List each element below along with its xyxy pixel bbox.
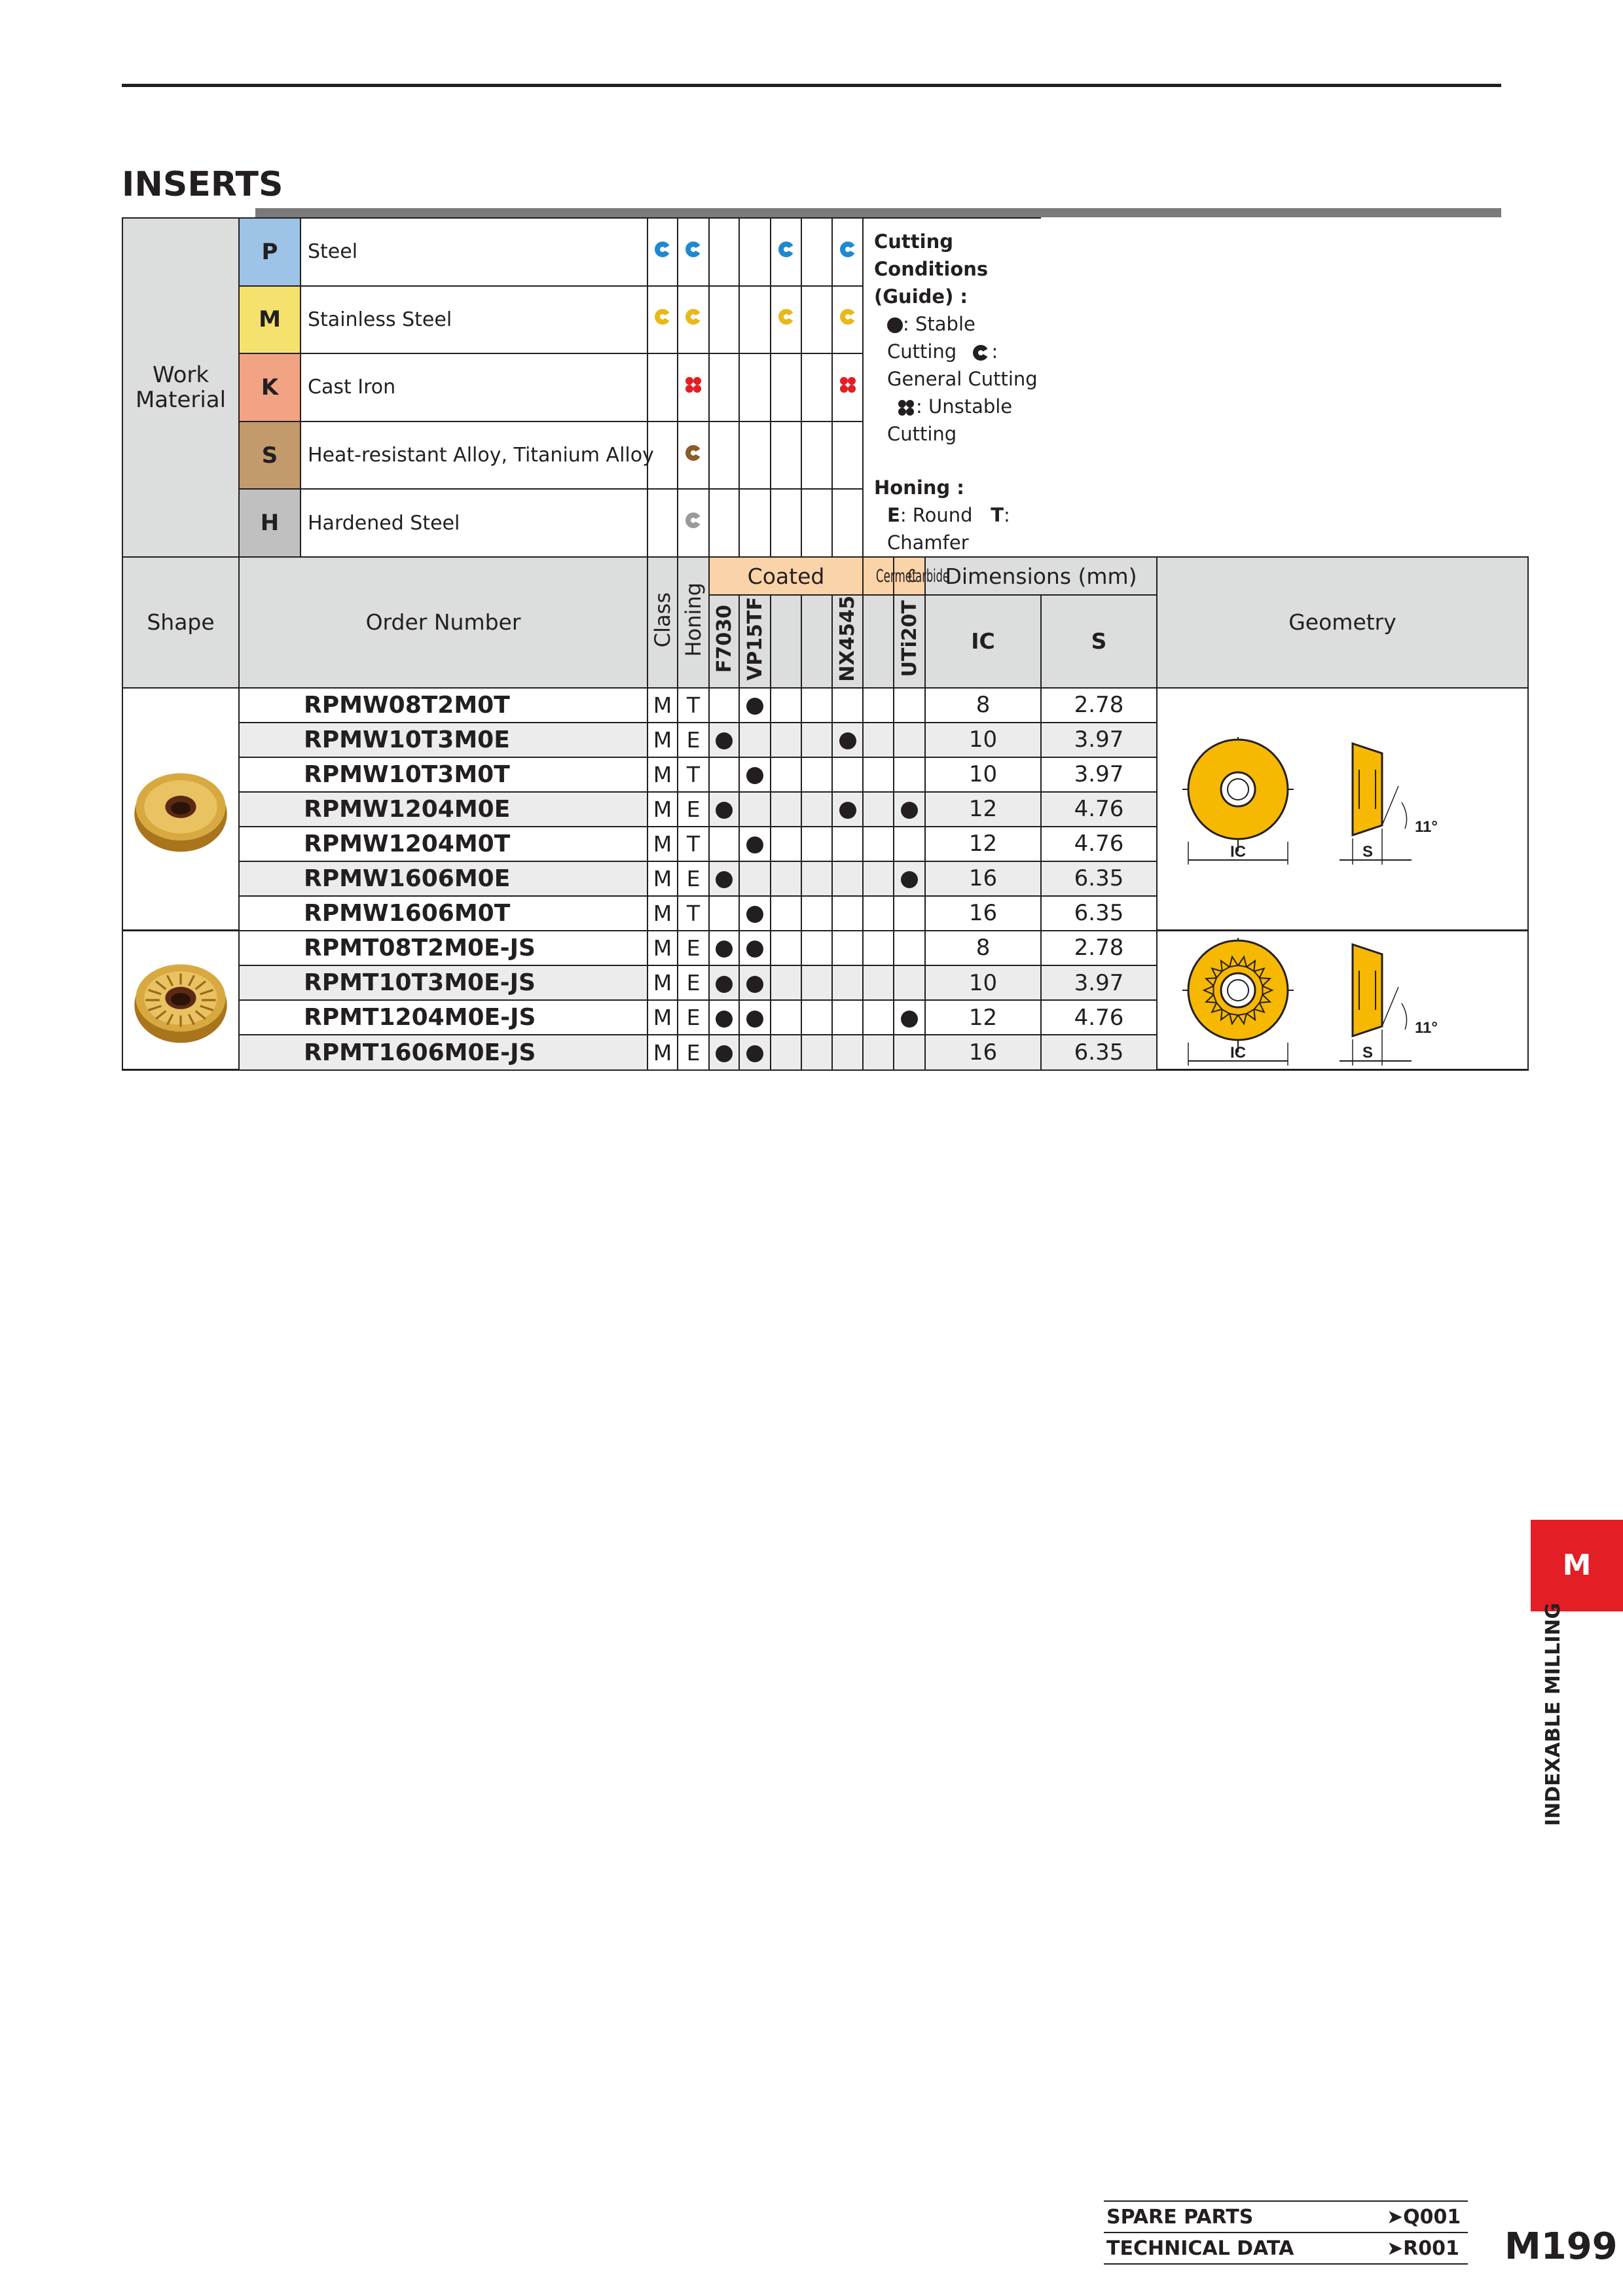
stock-mark [801, 896, 832, 931]
stock-mark [894, 965, 925, 1000]
honing-e-letter: E [887, 504, 900, 526]
geometry-drawing [1157, 688, 1528, 931]
stock-dot-icon [716, 732, 733, 749]
svg-text:S: S [1362, 842, 1373, 861]
stock-mark [739, 688, 771, 723]
stock-mark [709, 827, 739, 861]
ic-value: 12 [925, 827, 1041, 861]
header-shape: Shape [122, 557, 239, 688]
stock-dot-icon [901, 1011, 918, 1028]
grade-icon-cell [801, 353, 832, 422]
stock-mark [709, 757, 739, 792]
grade-icon-cell [801, 286, 832, 354]
ic-value: 12 [925, 792, 1041, 827]
stock-mark [801, 861, 832, 896]
stock-dot-icon [716, 976, 733, 993]
s-value: 3.97 [1041, 723, 1157, 757]
stock-mark [894, 723, 925, 757]
svg-text:11°: 11° [1414, 817, 1438, 836]
s-value: 6.35 [1041, 861, 1157, 896]
stock-mark [771, 723, 801, 757]
stock-mark [709, 723, 739, 757]
order-number: RPMW10T3M0E [239, 723, 647, 757]
stock-mark [863, 688, 894, 723]
stock-mark [894, 861, 925, 896]
stock-mark [894, 827, 925, 861]
general-cutting-icon [972, 344, 991, 362]
material-letter-h: H [239, 489, 301, 557]
conditions-legend [863, 218, 1041, 557]
stock-mark [771, 896, 801, 931]
section-tab-m[interactable]: M [1531, 1520, 1623, 1611]
stock-dot-icon [839, 732, 856, 749]
stock-mark [863, 1035, 894, 1069]
stock-mark [709, 1000, 739, 1035]
stock-mark [739, 792, 771, 827]
stock-dot-icon [716, 1045, 733, 1062]
material-name-stainless: Stainless Steel [301, 286, 647, 354]
insert-photo [122, 931, 239, 1070]
footer-link-spare-parts[interactable]: SPARE PARTS [1106, 2206, 1254, 2229]
stock-mark [894, 1035, 925, 1069]
general-brown-icon [678, 422, 709, 490]
grade-empty-3 [863, 595, 894, 688]
stock-mark [894, 792, 925, 827]
s-value: 3.97 [1041, 757, 1157, 792]
header-s: S [1041, 595, 1157, 688]
stock-mark [894, 1000, 925, 1035]
stock-mark [801, 723, 832, 757]
honing-cell: T [678, 827, 709, 861]
grade-icon-cell [739, 422, 771, 490]
header-honing: Honing [678, 557, 709, 688]
stock-mark [771, 827, 801, 861]
material-name-hardened: Hardened Steel [301, 489, 647, 557]
work-material-label: Work Material [122, 218, 239, 557]
stock-mark [739, 723, 771, 757]
arrow-icon: ➤ [1387, 2206, 1404, 2229]
stock-mark [832, 1035, 863, 1069]
svg-text:11°: 11° [1414, 1019, 1438, 1037]
header-geometry: Geometry [1157, 557, 1528, 688]
stock-mark [894, 688, 925, 723]
order-number: RPMT08T2M0E-JS [239, 931, 647, 965]
stock-mark [709, 896, 739, 931]
stock-mark [739, 896, 771, 931]
order-number: RPMT10T3M0E-JS [239, 965, 647, 1000]
stock-mark [801, 827, 832, 861]
grade-icon-cell [647, 353, 678, 422]
stock-mark [801, 757, 832, 792]
stock-mark [771, 861, 801, 896]
header-coated: Coated [709, 557, 863, 595]
geometry-drawing [1157, 931, 1528, 1070]
header-carbide: Carbide [894, 557, 925, 595]
stock-mark [801, 688, 832, 723]
honing-e-text: : Round [900, 504, 973, 526]
stock-mark [739, 757, 771, 792]
stock-mark [771, 965, 801, 1000]
footer-rule-1 [1104, 2200, 1468, 2202]
class-cell: M [647, 965, 678, 1000]
grade-icon-cell [709, 422, 739, 490]
class-cell: M [647, 896, 678, 931]
header-class: Class [647, 557, 678, 688]
stock-mark [894, 931, 925, 965]
stock-dot-icon [746, 1011, 763, 1028]
stock-dot-icon [746, 698, 763, 715]
class-cell: M [647, 861, 678, 896]
general-blue-icon [832, 218, 863, 286]
unstable-red-icon [832, 353, 863, 422]
stable-cutting-text: : Stable Cutting [887, 313, 976, 363]
stock-dot-icon [901, 871, 918, 888]
stock-mark [739, 827, 771, 861]
s-value: 6.35 [1041, 896, 1157, 931]
stock-mark [863, 757, 894, 792]
footer-ref-r001[interactable]: ➤R001 [1387, 2237, 1459, 2260]
order-number: RPMW1204M0E [239, 792, 647, 827]
insert-rows [122, 688, 1528, 1070]
stock-mark [709, 792, 739, 827]
grade-icon-cell [739, 489, 771, 557]
ic-value: 10 [925, 723, 1041, 757]
stock-dot-icon [746, 976, 763, 993]
section-tab-text: INDEXABLE MILLING [1542, 1602, 1565, 1826]
honing-cell: E [678, 1035, 709, 1069]
table-row [122, 931, 1528, 965]
stock-mark [771, 1000, 801, 1035]
honing-t-letter: T [991, 504, 1004, 526]
s-value: 3.97 [1041, 965, 1157, 1000]
stock-mark [739, 965, 771, 1000]
class-cell: M [647, 688, 678, 723]
honing-cell: E [678, 1000, 709, 1035]
stock-mark [739, 861, 771, 896]
ic-value: 12 [925, 1000, 1041, 1035]
general-yellow-icon [832, 286, 863, 354]
honing-t-text: : Chamfer [887, 504, 1010, 554]
stock-mark [709, 1035, 739, 1069]
honing-cell: E [678, 931, 709, 965]
stock-mark [771, 792, 801, 827]
order-number: RPMW1606M0E [239, 861, 647, 896]
class-cell: M [647, 757, 678, 792]
stock-mark [709, 861, 739, 896]
stock-mark [832, 931, 863, 965]
honing-cell: E [678, 965, 709, 1000]
stock-mark [863, 792, 894, 827]
grade-icon-cell [771, 489, 801, 557]
arrow-icon: ➤ [1387, 2237, 1404, 2260]
stock-mark [894, 896, 925, 931]
grade-icon-cell [709, 218, 739, 286]
grade-icon-cell [801, 422, 832, 490]
general-blue-icon [678, 218, 709, 286]
ic-value: 8 [925, 931, 1041, 965]
stock-dot-icon [716, 941, 733, 958]
grade-icon-cell [832, 489, 863, 557]
title-bar [255, 208, 1501, 217]
stock-mark [832, 723, 863, 757]
stock-mark [832, 896, 863, 931]
ic-value: 16 [925, 896, 1041, 931]
s-value: 4.76 [1041, 1000, 1157, 1035]
general-yellow-icon [647, 286, 678, 354]
footer-ref-q001[interactable]: ➤Q001 [1387, 2206, 1461, 2229]
class-cell: M [647, 1035, 678, 1069]
honing-cell: E [678, 792, 709, 827]
material-name-cast-iron: Cast Iron [301, 353, 647, 422]
stock-mark [771, 757, 801, 792]
grade-icon-cell [832, 422, 863, 490]
footer-link-technical-data[interactable]: TECHNICAL DATA [1106, 2237, 1294, 2260]
stock-mark [863, 1000, 894, 1035]
grade-icon-cell [801, 489, 832, 557]
cutting-conditions-title: Cutting Conditions (Guide) : [874, 230, 989, 308]
honing-cell: T [678, 688, 709, 723]
order-number: RPMW10T3M0T [239, 757, 647, 792]
stock-mark [739, 1000, 771, 1035]
stock-mark [709, 965, 739, 1000]
stock-dot-icon [901, 802, 918, 819]
table-row [122, 688, 1528, 723]
grade-icon-cell [647, 489, 678, 557]
stock-mark [863, 965, 894, 1000]
class-cell: M [647, 827, 678, 861]
stable-cutting-icon [887, 317, 903, 333]
stock-mark [863, 896, 894, 931]
material-name-heat-resistant: Heat-resistant Alloy, Titanium Alloy [301, 422, 647, 490]
s-value: 4.76 [1041, 792, 1157, 827]
stock-dot-icon [716, 1011, 733, 1028]
header-ic: IC [925, 595, 1041, 688]
section-title: INSERTS [122, 165, 283, 204]
s-value: 6.35 [1041, 1035, 1157, 1069]
stock-dot-icon [746, 906, 763, 923]
stock-mark [739, 1035, 771, 1069]
class-cell: M [647, 1000, 678, 1035]
unstable-cutting-text: : Unstable Cutting [887, 395, 1013, 445]
stock-dot-icon [839, 802, 856, 819]
material-name-steel: Steel [301, 218, 647, 286]
order-number: RPMW1204M0T [239, 827, 647, 861]
grade-vp15tf: VP15TF [739, 595, 771, 688]
grade-icon-cell [771, 353, 801, 422]
material-letter-p: P [239, 218, 301, 286]
grade-icon-cell [739, 218, 771, 286]
stock-dot-icon [746, 836, 763, 853]
general-blue-icon [647, 218, 678, 286]
honing-cell: E [678, 861, 709, 896]
ic-value: 16 [925, 1035, 1041, 1069]
ic-value: 10 [925, 757, 1041, 792]
stock-mark [771, 688, 801, 723]
stock-mark [863, 931, 894, 965]
stock-mark [709, 688, 739, 723]
stock-dot-icon [746, 767, 763, 784]
grade-empty-2 [801, 595, 832, 688]
grade-nx4545: NX4545 [832, 595, 863, 688]
footer-rule-3 [1104, 2263, 1468, 2265]
order-number: RPMW1606M0T [239, 896, 647, 931]
unstable-red-icon [678, 353, 709, 422]
class-cell: M [647, 723, 678, 757]
stock-mark [801, 1035, 832, 1069]
material-letter-m: M [239, 286, 301, 354]
grade-icon-cell [771, 422, 801, 490]
stock-dot-icon [746, 1045, 763, 1062]
stock-mark [894, 757, 925, 792]
general-grey-icon [678, 489, 709, 557]
honing-cell: E [678, 723, 709, 757]
stock-mark [801, 931, 832, 965]
class-cell: M [647, 931, 678, 965]
general-cutting-text: : General Cutting [887, 340, 1038, 390]
stock-mark [832, 1000, 863, 1035]
page-number: M199 [1504, 2225, 1618, 2268]
stock-mark [832, 792, 863, 827]
grade-icon-cell [709, 286, 739, 354]
honing-title: Honing : [874, 476, 964, 499]
stock-mark [832, 965, 863, 1000]
material-letter-k: K [239, 353, 301, 422]
svg-text:IC: IC [1230, 1044, 1246, 1062]
stock-mark [771, 931, 801, 965]
stock-mark [801, 1000, 832, 1035]
stock-mark [801, 792, 832, 827]
stock-mark [771, 1035, 801, 1069]
grade-icon-cell [739, 286, 771, 354]
svg-text:IC: IC [1230, 842, 1246, 861]
class-cell: M [647, 792, 678, 827]
stock-dot-icon [746, 941, 763, 958]
stock-mark [863, 723, 894, 757]
s-value: 2.78 [1041, 688, 1157, 723]
grade-icon-cell [739, 353, 771, 422]
general-yellow-icon [771, 286, 801, 354]
insert-photo [122, 688, 239, 931]
grade-icon-cell [709, 489, 739, 557]
ic-value: 16 [925, 861, 1041, 896]
ic-value: 8 [925, 688, 1041, 723]
header-cermet: Cermet [863, 557, 894, 595]
stock-mark [863, 861, 894, 896]
stock-mark [863, 827, 894, 861]
grade-empty-1 [771, 595, 801, 688]
header-order-number: Order Number [239, 557, 647, 688]
stock-mark [709, 931, 739, 965]
stock-mark [801, 965, 832, 1000]
stock-mark [832, 861, 863, 896]
material-letter-s: S [239, 422, 301, 490]
top-rule [122, 84, 1501, 87]
stock-mark [832, 827, 863, 861]
general-yellow-icon [678, 286, 709, 354]
honing-cell: T [678, 757, 709, 792]
footer-rule-2 [1104, 2232, 1468, 2233]
order-number: RPMW08T2M0T [239, 688, 647, 723]
s-value: 4.76 [1041, 827, 1157, 861]
unstable-cutting-icon [896, 399, 916, 417]
stock-mark [739, 931, 771, 965]
header-dimensions: Dimensions (mm) [925, 557, 1157, 595]
inserts-table [122, 217, 1529, 1071]
honing-cell: T [678, 896, 709, 931]
grade-uti20t: UTi20T [894, 595, 925, 688]
general-blue-icon [771, 218, 801, 286]
s-value: 2.78 [1041, 931, 1157, 965]
svg-text:S: S [1362, 1044, 1373, 1062]
grade-icon-cell [709, 353, 739, 422]
stock-dot-icon [716, 871, 733, 888]
order-number: RPMT1606M0E-JS [239, 1035, 647, 1069]
stock-mark [832, 688, 863, 723]
stock-mark [832, 757, 863, 792]
order-number: RPMT1204M0E-JS [239, 1000, 647, 1035]
grade-icon-cell [801, 218, 832, 286]
stock-dot-icon [716, 802, 733, 819]
ic-value: 10 [925, 965, 1041, 1000]
grade-f7030: F7030 [709, 595, 739, 688]
